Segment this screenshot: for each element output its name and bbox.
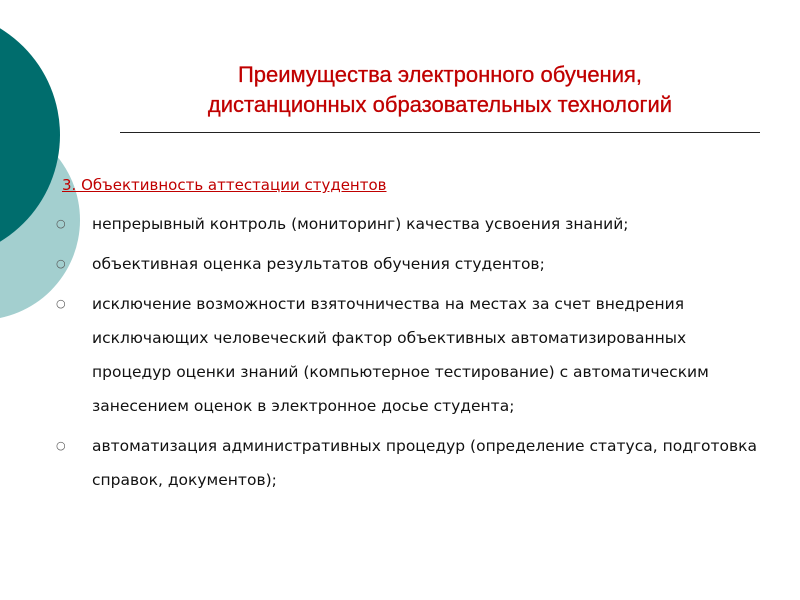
list-item-text: объективная оценка результатов обучения студентов; [92,255,545,273]
slide-title [120,60,760,120]
list-item-text: исключение возможности взяточничества на местах за счет внедрения исключающих человеческий фактор объективных автоматизированных процедур оценки знаний (компьютерное тестирование) с автоматическим занесением оценок в электронное досье студента; [92,295,709,415]
bullet-list [56,207,768,503]
list-item-text: автоматизация административных процедур (определение статуса, подготовка справок, документов); [92,437,758,489]
section-heading: 3. Объективность аттестации студентов [62,176,387,194]
list-item-text: непрерывный контроль (мониторинг) качества усвоения знаний; [92,215,629,233]
bullet-circle-icon: ○ [56,439,66,452]
list-item [56,429,768,497]
list-item [56,207,768,241]
list-item [56,247,768,281]
slide-title-line-2: дистанционных образовательных технологий [207,92,673,117]
title-divider [120,132,760,133]
bullet-circle-icon: ○ [56,217,66,230]
list-item [56,287,768,423]
bullet-circle-icon: ○ [56,297,66,310]
bullet-circle-icon: ○ [56,257,66,270]
slide-title-line-1: Преимущества электронного обучения, [237,62,643,87]
